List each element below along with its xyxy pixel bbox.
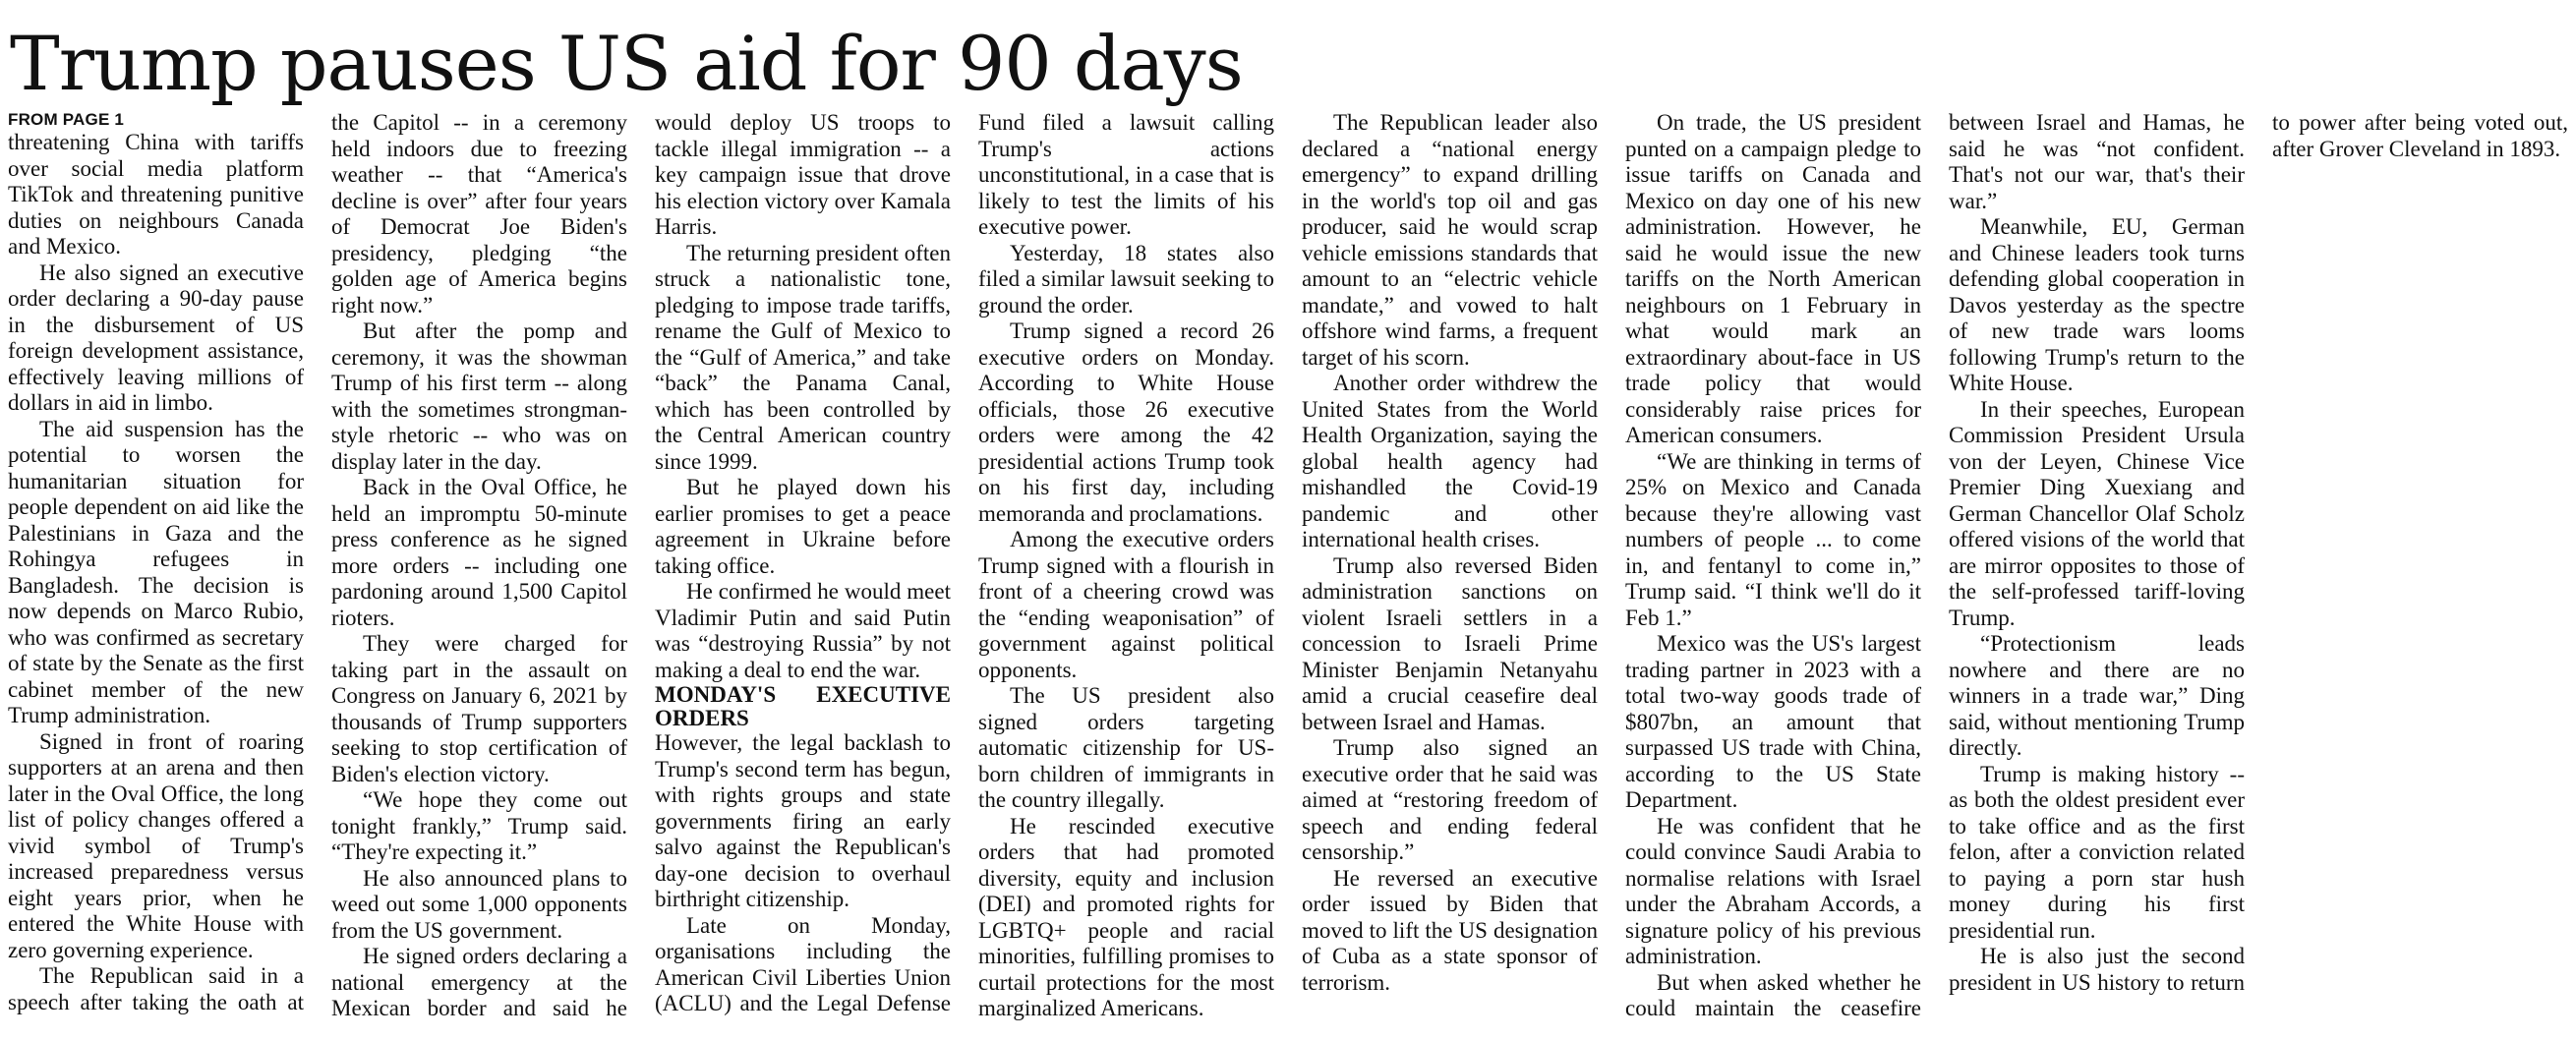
article-paragraph: He reversed an executive order issued by Biden that moved to lift the US designation of Cuba as a state sponsor of terrorism.: [1302, 865, 1598, 995]
article-paragraph: Trump is making history -- as both the oldest president ever to take office and as the first felon, after a conviction related to paying a porn star hush money during his first presidential run.: [1949, 761, 2245, 943]
article-paragraph: On trade, the US president punted on a campaign pledge to issue tariffs on Canada and Mexico on day one of his new administration. However, he said he would issue the new tariffs on the North American neighbours on 1 February in what would mark an extraordinary about-face in US trade policy that would considerably raise prices for American consumers.: [1625, 110, 1921, 447]
article-paragraph: But after the pomp and ceremony, it was the showman Trump of his first term -- along with the sometimes strongman-style rhetoric -- who was on display later in the day.: [331, 318, 627, 474]
article-paragraph: The aid suspension has the potential to worsen the humanitarian situation for people dependent on aid like the Palestinians in Gaza and the Rohingya refugees in Bangladesh. The decision is now depends on Marco Rubio, who was confirmed as secretary of state by the Senate as the first cabinet member of the new Trump administration.: [8, 416, 304, 727]
article-paragraph: In their speeches, European Commission President Ursula von der Leyen, Chinese Vice Premier Ding Xuexiang and German Chancellor Olaf Scholz offered visions of the world that are mirror opposites to those of the self-professed tariff-loving Trump.: [1949, 396, 2245, 630]
article-paragraph: Yesterday, 18 states also filed a similar lawsuit seeking to ground the order.: [978, 240, 1274, 318]
article-paragraph: Trump also reversed Biden administration sanctions on violent Israeli settlers in a concession to Israeli Prime Minister Benjamin Netanyahu amid a crucial ceasefire deal between Israel and Hamas.: [1302, 552, 1598, 734]
article-paragraph: But when asked whether he could maintain the ceasefire between Israel and Hamas, he said he was “not confident. That's not our war, that's their war.”: [1625, 110, 2245, 1020]
article-paragraph: Signed in front of roaring supporters at an arena and then later in the Oval Office, the long list of policy changes offered a vivid symbol of Trump's increased preparedness versus eight years prior, when he entered the White House with zero governing experience.: [8, 728, 304, 962]
article-paragraph: “We are thinking in terms of 25% on Mexico and Canada because they're allowing vast numbers of people ... to come in, and fentanyl to come in,” Trump said. “I think we'll do it Feb 1.”: [1625, 448, 1921, 630]
article-paragraph: He rescinded executive orders that had promoted diversity, equity and inclusion (DEI) and promoted rights for LGBTQ+ people and racial minorities, fulfilling promises to curtail protections for the most marginalized Americans.: [978, 813, 1274, 1020]
article-paragraph: However, the legal backlash to Trump's second term has begun, with rights groups and state governments firing an early salvo against the Republican's day-one decision to overhaul birthright citizenship.: [655, 730, 951, 911]
article-paragraph: Mexico was the US's largest trading partner in 2023 with a total two-way goods trade of $807bn, an amount that surpassed US trade with China, according to the US State Department.: [1625, 631, 1921, 812]
article-paragraph: The Republican said in a speech after taking the oath at the Capitol -- in a ceremony held indoors due to freezing weather -- that “America's decline is over” after four years of Democrat Joe Biden's presidency, pledging “the golden age of America begins right now.”: [8, 110, 627, 1014]
article-paragraph: He also signed an executive order declaring a 90-day pause in the disbursement of US foreign development assistance, effectively leaving millions of dollars in aid in limbo.: [8, 260, 304, 415]
article-paragraph: threatening China with tariffs over social media platform TikTok and threatening punitive duties on neighbours Canada and Mexico.: [8, 130, 304, 259]
article-paragraph: He confirmed he would meet Vladimir Putin and said Putin was “destroying Russia” by not making a deal to end the war.: [655, 579, 951, 682]
section-subhead: MONDAY'S EXECUTIVE ORDERS: [655, 682, 951, 730]
article-paragraph: They were charged for taking part in the assault on Congress on January 6, 2021 by thousands of Trump supporters seeking to stop certification of Biden's election victory.: [331, 631, 627, 786]
article-paragraph: The returning president often struck a nationalistic tone, pledging to impose trade tariffs, rename the Gulf of Mexico to the “Gulf of America,” and take “back” the Panama Canal, which has been controlled by the Central American country since 1999.: [655, 240, 951, 474]
article-paragraph: “Protectionism leads nowhere and there are no winners in a trade war,” Ding said, without mentioning Trump directly.: [1949, 631, 2245, 760]
article-paragraph: Trump signed a record 26 executive orders on Monday. According to White House officials, those 26 executive orders were among the 42 presidential actions Trump took on his first day, including memoranda and proclamations.: [978, 318, 1274, 526]
article-paragraph: He signed orders declaring a national emergency at the Mexican border and said he would deploy US troops to tackle illegal immigration -- a key campaign issue that drove his election victory over Kamala Harris.: [331, 110, 951, 1020]
article-paragraph: The US president also signed orders targeting automatic citizenship for US-born children of immigrants in the country illegally.: [978, 683, 1274, 812]
article-paragraph: Another order withdrew the United States from the World Health Organization, saying the global health agency had mishandled the Covid-19 pandemic and other international health crises.: [1302, 371, 1598, 551]
article-paragraph: He was confident that he could convince Saudi Arabia to normalise relations with Israel under the Abraham Accords, a signature policy of his previous administration.: [1625, 813, 1921, 968]
article-body: [8, 110, 2568, 1034]
article-paragraph: Among the executive orders Trump signed with a flourish in front of a cheering crowd was the “ending weaponisation” of government against political opponents.: [978, 527, 1274, 682]
article-paragraph: Back in the Oval Office, he held an impromptu 50-minute press conference as he signed more orders -- including one pardoning around 1,500 Capitol rioters.: [331, 475, 627, 630]
article-paragraph: He is also just the second president in US history to return to power after being voted out, after Grover Cleveland in 1893.: [1949, 110, 2568, 995]
article-paragraph: The Republican leader also declared a “national energy emergency” to expand drilling in the world's top oil and gas producer, said he would scrap vehicle emissions standards that amount to an “electric vehicle mandate,” and vowed to halt offshore wind farms, a frequent target of his scorn.: [1302, 110, 1598, 370]
article-paragraph: Meanwhile, EU, German and Chinese leaders took turns defending global cooperation in Davos yesterday as the spectre of new trade wars looms following Trump's return to the White House.: [1949, 214, 2245, 395]
article-paragraph: But he played down his earlier promises to get a peace agreement in Ukraine before taking office.: [655, 475, 951, 578]
article-paragraph: “We hope they come out tonight frankly,” Trump said. “They're expecting it.”: [331, 787, 627, 864]
article-paragraph: He also announced plans to weed out some 1,000 opponents from the US government.: [331, 865, 627, 943]
article-paragraph: Trump also signed an executive order that he said was aimed at “restoring freedom of speech and ending federal censorship.”: [1302, 735, 1598, 864]
article-paragraph: Late on Monday, organisations including the American Civil Liberties Union (ACLU) and the Legal Defense Fund filed a lawsuit calling Trump's actions unconstitutional, in a case that is likely to test the limits of his executive power.: [655, 110, 1274, 1015]
headline: Trump pauses US aid for 90 days: [10, 20, 1243, 107]
from-page-kicker: FROM PAGE 1: [8, 110, 125, 129]
